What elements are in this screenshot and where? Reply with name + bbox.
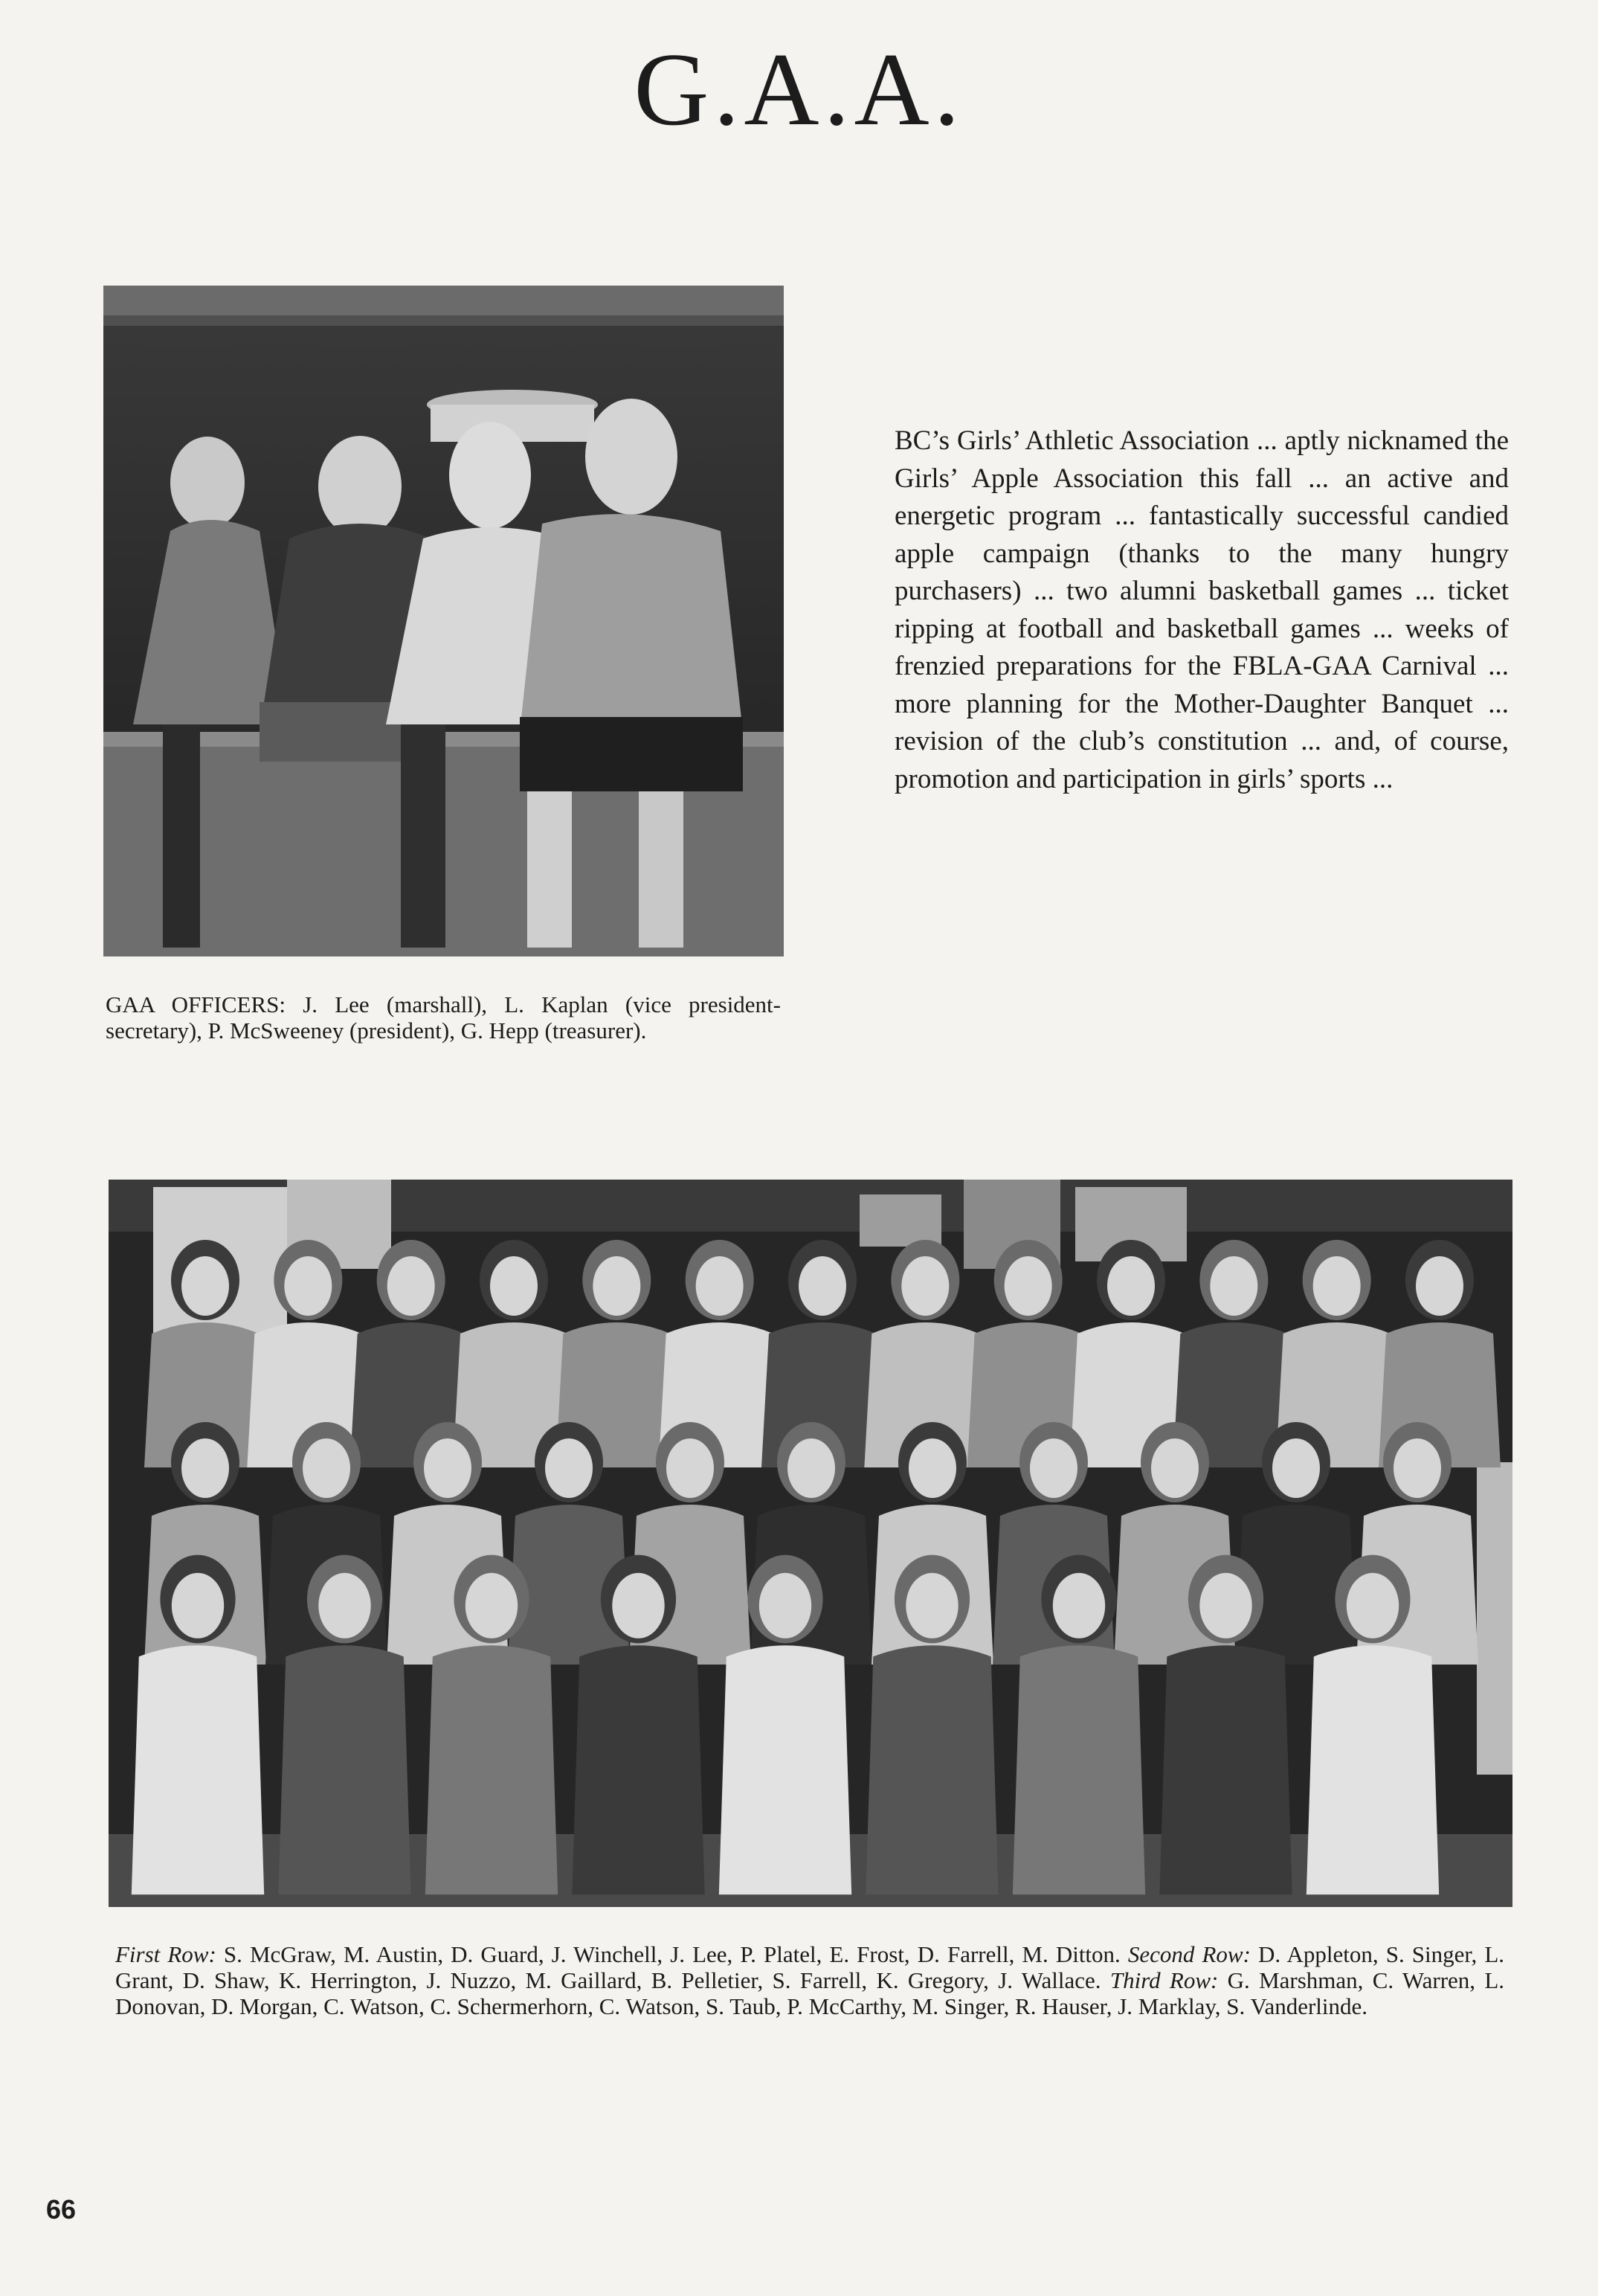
group-photo [109, 1180, 1512, 1907]
page-title: G.A.A. [634, 32, 964, 147]
intro-paragraph: BC’s Girls’ Athletic Association ... aptly nicknamed the Girls’ Apple Association this fall ... an active and energetic program ... fantastically successful candied apple campaign (thanks to the many hungry purchasers) ... two alumni basketball games ... ticket ripping at football and basketball games ... weeks of frenzied preparations for the FBLA-GAA Carnival ... more planning for the Mother-Daughter Banquet ... revision of the club’s constitution ... and, of course, promotion and participation in girls’ sports ... [895, 425, 1509, 794]
page-number: 66 [46, 2194, 77, 2225]
officers-caption: GAA OFFICERS: J. Lee (marshall), L. Kaplan (vice president-secretary), P. McSweeney (president), G. Hepp (treasurer). [106, 991, 781, 1044]
officers-photo [103, 286, 784, 956]
first-row-names: S. McGraw, M. Austin, D. Guard, J. Winchell, J. Lee, P. Platel, E. Frost, D. Farrell, M. Ditton. [223, 1941, 1121, 1967]
group-caption [115, 1941, 1504, 2019]
second-row-label: Second Row: [1127, 1941, 1251, 1967]
third-row-label: Third Row: [1109, 1967, 1219, 1993]
third-row-names: G. Marshman, C. Warren, L. Donovan, D. Morgan, C. Watson, C. Schermerhorn, C. Watson, S. Taub, P. McCarthy, M. Singer, R. Hauser, J. Marklay, S. Vanderlinde. [115, 1967, 1505, 2019]
second-row-names: D. Appleton, S. Singer, L. Grant, D. Shaw, K. Herrington, J. Nuzzo, M. Gaillard, B. Pelletier, S. Farrell, K. Gregory, J. Wallace. [115, 1941, 1504, 1993]
first-row-label: First Row: [115, 1941, 216, 1967]
